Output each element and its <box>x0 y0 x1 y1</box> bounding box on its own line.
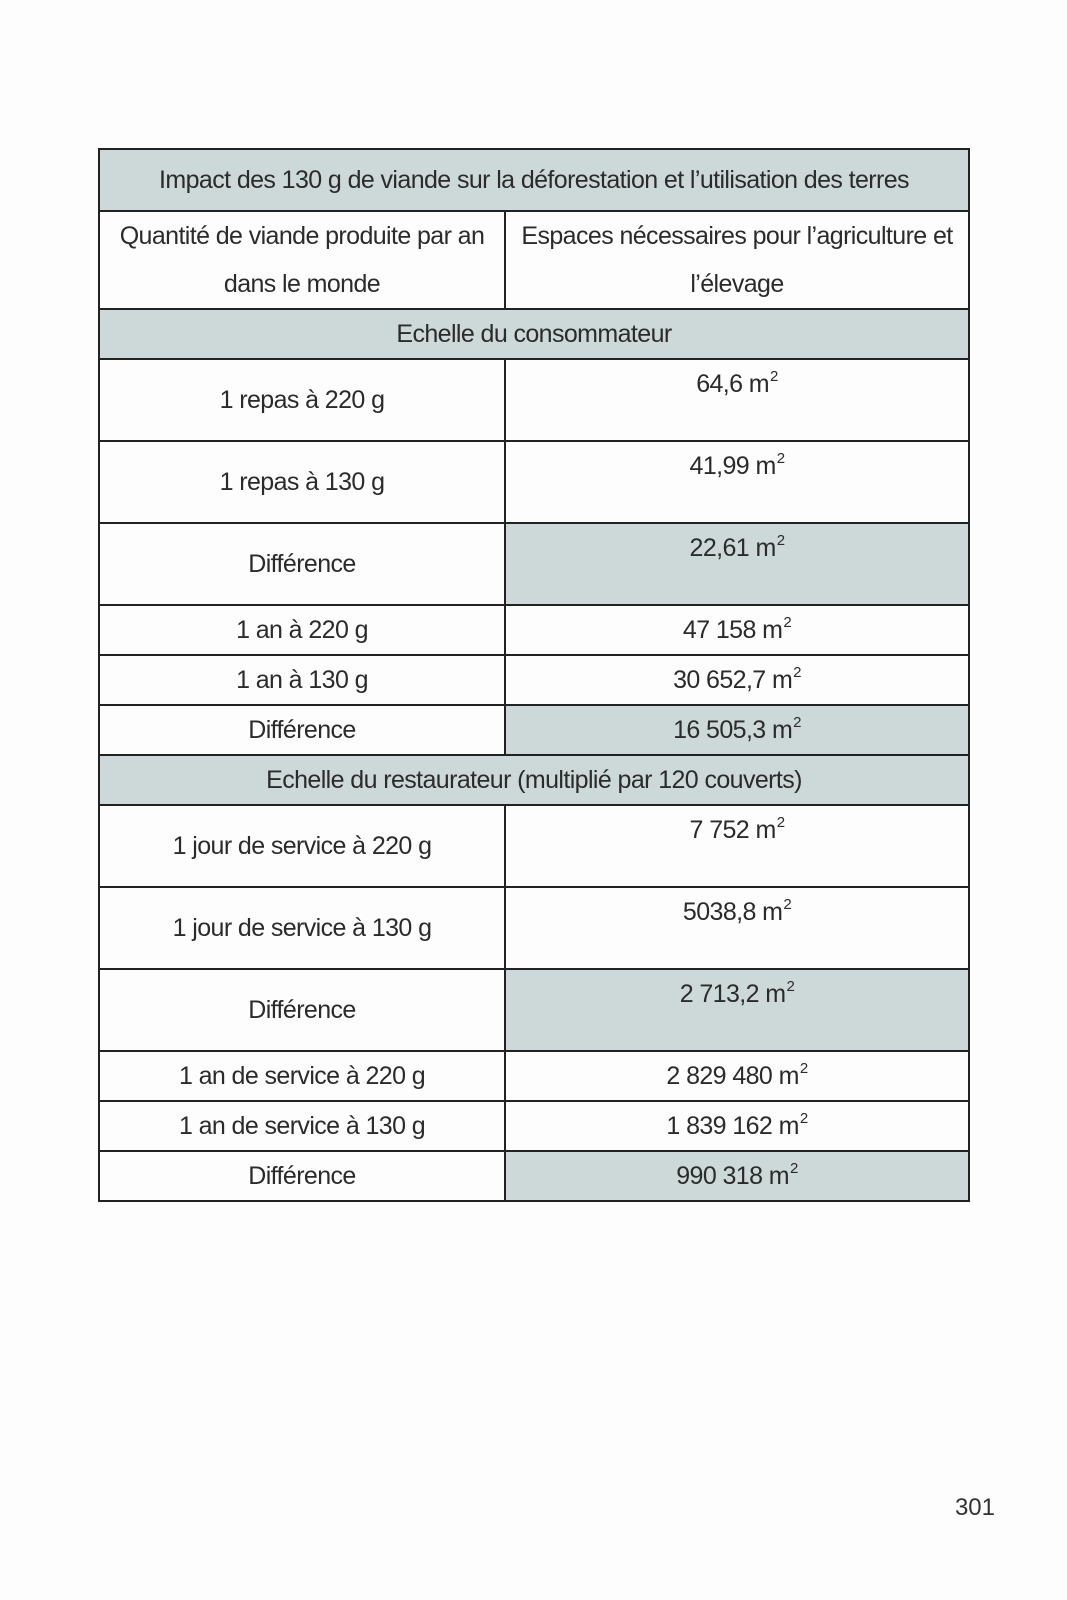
row-label: Différence <box>99 705 505 755</box>
table-row <box>99 441 969 523</box>
row-value: 30 652,7 $m^2$ <box>505 655 969 705</box>
section-row-restaurant <box>99 755 969 805</box>
header-space: Espaces nécessaires pour l’agriculture et l’élevage <box>505 211 969 309</box>
header-quantity: Quantité de viande produite par an dans le monde <box>99 211 505 309</box>
table-row <box>99 1051 969 1101</box>
row-value: 1 839 162 $m^2$ <box>505 1101 969 1151</box>
table-title: Impact des 130 g de viande sur la déforestation et l’utilisation des terres <box>99 149 969 211</box>
table-row <box>99 359 969 441</box>
row-label: 1 an de service à 220 g <box>99 1051 505 1101</box>
row-label: 1 repas à 130 g <box>99 441 505 523</box>
table-row <box>99 887 969 969</box>
row-label: 1 an à 220 g <box>99 605 505 655</box>
table-row-difference <box>99 523 969 605</box>
table-row <box>99 1101 969 1151</box>
row-label: Différence <box>99 523 505 605</box>
table-row-difference <box>99 1151 969 1201</box>
table-row <box>99 655 969 705</box>
row-value: 7 752 $m^2$ <box>505 805 969 887</box>
row-label: 1 repas à 220 g <box>99 359 505 441</box>
row-label: 1 an de service à 130 g <box>99 1101 505 1151</box>
row-value: 47 158 $m^2$ <box>505 605 969 655</box>
section-restaurant-label: Echelle du restaurateur (multiplié par 120 couverts) <box>99 755 969 805</box>
row-value: 41,99 $m^2$ <box>505 441 969 523</box>
row-label: 1 jour de service à 130 g <box>99 887 505 969</box>
row-value: 5038,8 $m^2$ <box>505 887 969 969</box>
table-row-difference <box>99 969 969 1051</box>
row-value-difference: 22,61 $m^2$ <box>505 523 969 605</box>
row-value: 2 829 480 $m^2$ <box>505 1051 969 1101</box>
table-row <box>99 805 969 887</box>
row-value: 64,6 $m^2$ <box>505 359 969 441</box>
row-label: 1 jour de service à 220 g <box>99 805 505 887</box>
section-consumer-label: Echelle du consommateur <box>99 309 969 359</box>
row-value-difference: 990 318 $m^2$ <box>505 1151 969 1201</box>
impact-table <box>98 148 970 1202</box>
table-title-row <box>99 149 969 211</box>
row-label: Différence <box>99 1151 505 1201</box>
section-row-consumer <box>99 309 969 359</box>
page-number: 301 <box>954 1494 995 1521</box>
table-row-difference <box>99 705 969 755</box>
row-value-difference: 16 505,3 $m^2$ <box>505 705 969 755</box>
table-header-row <box>99 211 969 309</box>
row-label: Différence <box>99 969 505 1051</box>
row-value-difference: 2 713,2 $m^2$ <box>505 969 969 1051</box>
row-label: 1 an à 130 g <box>99 655 505 705</box>
table-row <box>99 605 969 655</box>
